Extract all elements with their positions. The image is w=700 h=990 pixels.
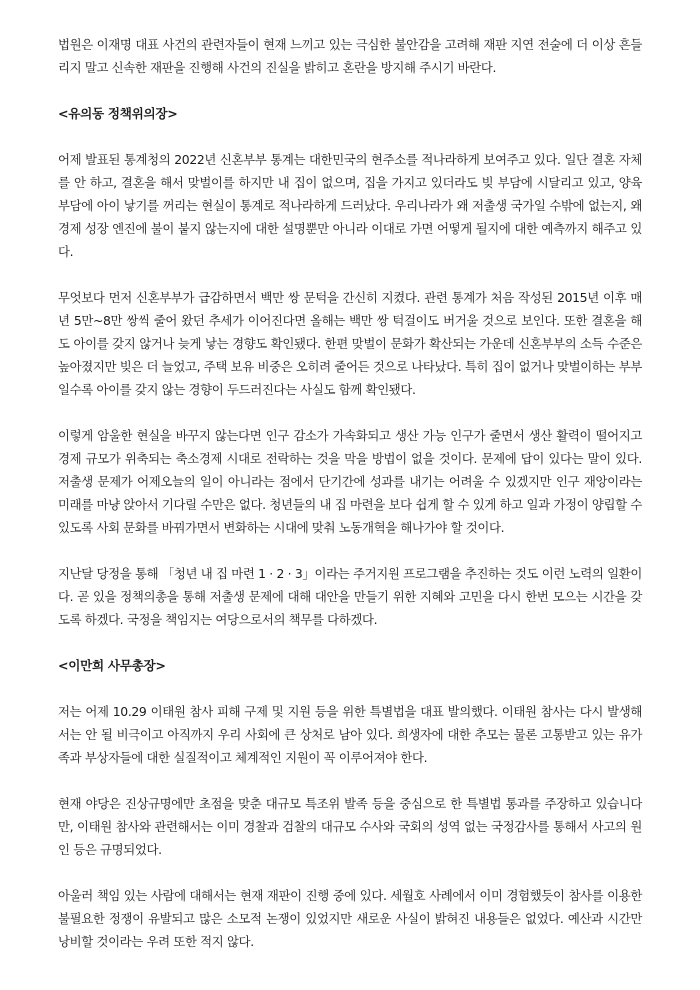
paragraph: 지난달 당정을 통해 「청년 내 집 마련 1 · 2 · 3」이라는 주거지원 프로그램을 추진하는 것도 이런 노력의 일환이다. 곧 있을 정책의총을 통해 저출생 문제에 대해 대안을 만들기 위한 지혜와 고민을 다시 한번 모으는 시간을 갖도록 하겠다. 국정을 책임지는 여당으로서의 책무를 다하겠다.	[58, 566, 642, 627]
intro-paragraph: 법원은 이재명 대표 사건의 관련자들이 현재 느끼고 있는 극심한 불안감을 고려해 재판 지연 전술에 더 이상 흔들리지 말고 신속한 재판을 진행해 사건의 진실을 밝히고 혼란을 방지해 주시기 바란다.	[58, 37, 642, 75]
paragraph: 저는 어제 10.29 이태원 참사 피해 구제 및 지원 등을 위한 특별법을 대표 발의했다. 이태원 참사는 다시 발생해서는 안 될 비극이고 아직까지 우리 사회에 큰 상처로 남아 있다. 희생자에 대한 추모는 물론 고통받고 있는 유가족과 부상자들에 대한 실질적이고 체계적인 지원이 꼭 이루어져야 한다.	[58, 704, 642, 765]
paragraph: 어제 발표된 통계청의 2022년 신혼부부 통계는 대한민국의 현주소를 적나라하게 보여주고 있다. 일단 결혼 자체를 안 하고, 결혼을 해서 맞벌이를 하지만 내 집이 없으며, 집을 가지고 있더라도 빚 부담에 시달리고 있고, 양육 부담에 아이 낳기를 꺼리는 현실이 통계로 적나라하게 드러났다. 우리나라가 왜 저출생 국가일 수밖에 없는지, 왜 경제 성장 엔진에 불이 붙지 않는지에 대한 설명뿐만 아니라 이대로 가면 어떻게 될지에 대한 예측까지 해주고 있다.	[58, 152, 642, 259]
section-heading-policy-chief: <유의동 정책위의장>	[58, 106, 178, 121]
paragraph: 아울러 책임 있는 사람에 대해서는 현재 재판이 진행 중에 있다. 세월호 사례에서 이미 경험했듯이 참사를 이용한 불필요한 정쟁이 유발되고 많은 소모적 논쟁이 있었지만 새로운 사실이 밝혀진 내용들은 없었다. 예산과 시간만 낭비할 것이라는 우려 또한 적지 않다.	[58, 888, 642, 949]
paragraph: 현재 야당은 진상규명에만 초점을 맞춘 대규모 특조위 발족 등을 중심으로 한 특별법 통과를 주장하고 있습니다만, 이태원 참사와 관련해서는 이미 경찰과 검찰의 대규모 수사와 국회의 성역 없는 국정감사를 통해서 사고의 원인 등은 규명되었다.	[58, 796, 642, 857]
paragraph: 이렇게 암울한 현실을 바꾸지 않는다면 인구 감소가 가속화되고 생산 가능 인구가 줄면서 생산 활력이 떨어지고 경제 규모가 위축되는 축소경제 시대로 전락하는 것을 막을 방법이 없을 것이다. 문제에 답이 있다는 말이 있다. 저출생 문제가 어제오늘의 일이 아니라는 점에서 단기간에 성과를 내기는 어려울 수 있겠지만 인구 재앙이라는 미래를 마냥 앉아서 기다릴 수만은 없다. 청년들의 내 집 마련을 보다 쉽게 할 수 있게 하고 일과 가정이 양립할 수 있도록 사회 문화를 바꿔가면서 변화하는 시대에 맞춰 노동개혁을 해나가야 할 것이다.	[58, 428, 642, 535]
spacer	[58, 125, 642, 148]
spacer	[58, 631, 642, 654]
paragraph: 무엇보다 먼저 신혼부부가 급감하면서 백만 쌍 문턱을 간신히 지켰다. 관련 통계가 처음 작성된 2015년 이후 매년 5만~8만 쌍씩 줄어 왔던 추세가 이어진다면 올해는 백만 쌍 턱걸이도 버거울 것으로 보인다. 또한 결혼을 해도 아이를 갖지 않거나 늦게 낳는 경향도 확인됐다. 한편 맞벌이 문화가 확산되는 가운데 신혼부부의 소득 수준은 높아졌지만 빚은 더 늘었고, 주택 보유 비중은 오히려 줄어든 것으로 나타났다. 특히 집이 없거나 맞벌이하는 부부일수록 아이를 갖지 않는 경향이 두드러진다는 사실도 함께 확인됐다.	[58, 290, 642, 397]
spacer	[58, 79, 642, 102]
spacer	[58, 677, 642, 700]
section-heading-secretary-general: <이만희 사무총장>	[58, 658, 166, 673]
